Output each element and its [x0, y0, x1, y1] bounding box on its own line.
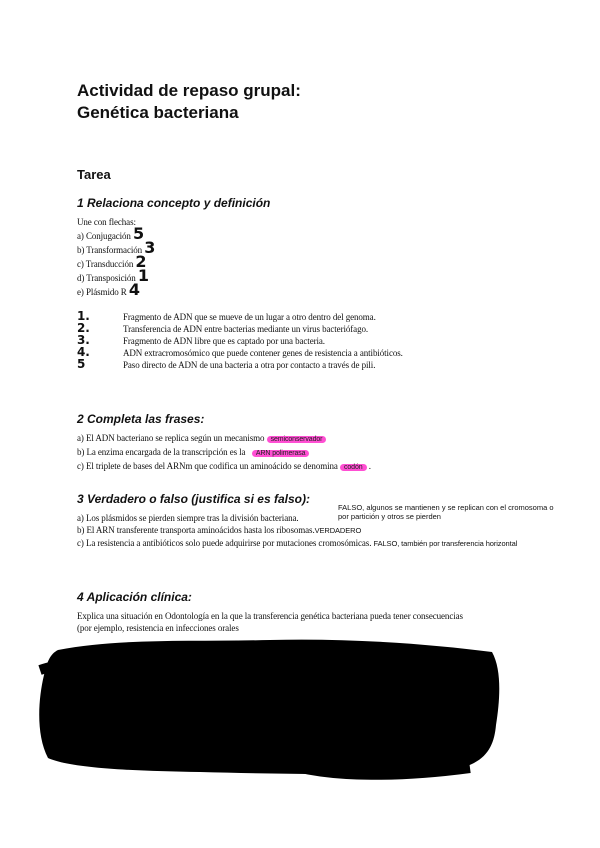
definition-item: 1. Fragmento de ADN que se mueve de un lugar a otro dentro del genoma. — [77, 309, 376, 323]
tarea-heading: Tarea — [77, 167, 111, 182]
true-false-item: a) Los plásmidos se pierden siempre tras la división bacteriana. — [77, 513, 299, 523]
true-false-list — [77, 512, 517, 550]
fill-in-item: b) La enzima encargada de la transcripción es la ARN polimerasa — [77, 446, 371, 460]
definition-list — [77, 310, 403, 370]
definition-item: 5 Paso directo de ADN de una bacteria a otra por contacto a través de pili. — [77, 357, 376, 371]
concept-item: a) Conjugación 5 — [77, 224, 145, 243]
section-2-heading: 2 Completa las frases: — [77, 412, 205, 426]
concept-list — [77, 224, 156, 299]
concept-item: e) Plásmido R 4 — [77, 280, 140, 299]
handwritten-answer: 1 — [137, 266, 149, 285]
page-title — [77, 80, 301, 124]
fill-in-list — [77, 432, 371, 474]
definition-item: 2. Transferencia de ADN entre bacterias mediante un virus bacteriófago. — [77, 321, 369, 335]
fill-in-item: c) El triplete de bases del ARNm que codifica un aminoácido se denomina codón . — [77, 461, 371, 471]
fill-in-item: a) El ADN bacteriano se replica según un mecanismo semiconservador — [77, 432, 371, 446]
section-4-prompt: Explica una situación en Odontología en la que la transferencia genética bacteriana pueda tener consecuencias (por ejemplo, resistencia en infecciones orales — [77, 611, 463, 633]
handwritten-answer: 3 — [144, 238, 156, 257]
section-3-heading: 3 Verdadero o falso (justifica si es falso): — [77, 492, 310, 506]
section-4-heading: 4 Aplicación clínica: — [77, 590, 192, 604]
highlighted-answer: ARN polimerasa — [252, 450, 310, 457]
concept-item: b) Transformación 3 — [77, 238, 156, 257]
highlighted-answer: semiconservador — [267, 436, 327, 443]
handwritten-note-a: FALSO, algunos se mantienen y se replican con el cromosoma o por partición y otros se pierden — [338, 503, 554, 521]
section-1-heading: 1 Relaciona concepto y definición — [77, 196, 271, 210]
true-false-item: b) El ARN transferente transporta aminoácidos hasta los ribosomas.VERDADERO — [77, 525, 362, 535]
handwritten-answer: 4 — [128, 280, 140, 299]
definition-item: 4. ADN extracromosómico que puede contener genes de resistencia a antibióticos. — [77, 345, 403, 359]
highlighted-answer: codón — [340, 464, 367, 471]
redaction-scribble — [30, 630, 510, 780]
section-1-intro: Une con flechas: — [77, 217, 136, 227]
title-line-2: Genética bacteriana — [77, 103, 239, 122]
handwritten-answer: 5 — [133, 224, 145, 243]
concept-item: c) Transducción 2 — [77, 252, 147, 271]
true-false-item: c) La resistencia a antibióticos solo puede adquirirse por mutaciones cromosómicas. FALSO, también por transferencia horizontal — [77, 538, 518, 548]
concept-item: d) Transposición 1 — [77, 266, 149, 285]
handwritten-answer: 2 — [135, 252, 147, 271]
definition-item: 3. Fragmento de ADN libre que es captado por una bacteria. — [77, 333, 325, 347]
title-line-1: Actividad de repaso grupal: — [77, 81, 301, 100]
